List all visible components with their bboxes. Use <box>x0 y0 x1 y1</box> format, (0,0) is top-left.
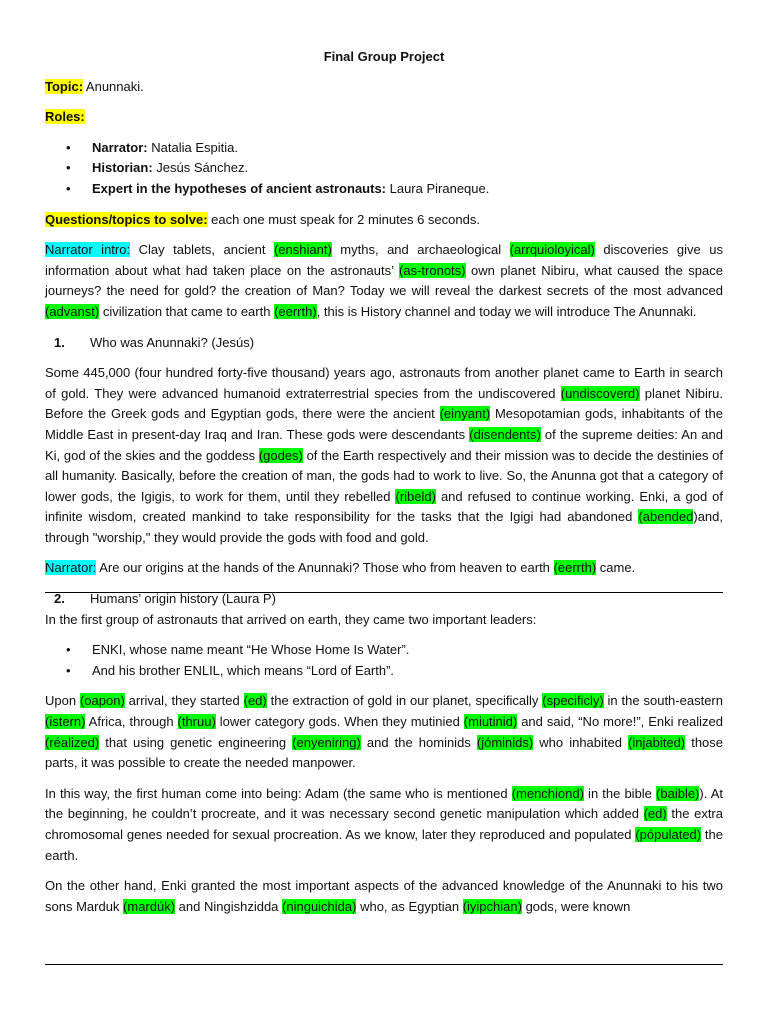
narrator-label: Narrator: <box>45 560 97 576</box>
intro-leaders: In the first group of astronauts that arrived on earth, they came two important leaders: <box>45 611 537 627</box>
narrator-intro-label: Narrator intro: <box>45 242 131 258</box>
narrator-line: Narrator: Are our origins at the hands of the Anunnaki? Those who from heaven to earth (eerrth) came. <box>45 560 636 576</box>
roles-label: Roles: <box>45 109 85 125</box>
pronunciation-note: (undiscoverd) <box>560 385 640 401</box>
pronunciation-note: (ribeld) <box>395 488 436 504</box>
topic-text: Anunnaki. <box>83 78 144 94</box>
list-item: • Expert in the hypotheses of ancient astronauts: Laura Piraneque. <box>45 179 723 200</box>
list-item: • Historian: Jesús Sánchez. <box>45 158 723 179</box>
question-1: 1. Who was Anunnaki? (Jesús) <box>54 334 255 350</box>
topic-label: Topic: <box>45 78 84 94</box>
paragraph-anunnaki: Some 445,000 (four hundred forty-five thousand) years ago, astronauts from another planet came to Earth in search of gold. They were advanced humanoid extraterrestrial species from the undiscovered (undiscoverd) planet Nibiru. Before the Greek gods and Egyptian gods, there were the ancient (einyant) Mesopotamian gods, inhabitants of the Middle East in present-day Iraq and Iran. These gods were descendants (disendents) of the supreme deities: An and Ki, god of the skies and the goddess (godes) of the Earth respectively and their mission was to decide the destinies of all humanity. Basically, before the creation of man, the gods had to work to live. So, the Anunna got that a category of lower gods, the Igigis, to work for them, until they rebelled (ribeld) and refused to continue working. Enki, a god of infinite wisdom, created mankind to take responsibility for the tasks that the Igigi had abandoned (abended)and, through "worship," they would provide the gods with food and gold. <box>45 365 724 545</box>
page-title: Final Group Project <box>323 49 445 64</box>
paragraph-enki-sons: On the other hand, Enki granted the most important aspects of the advanced knowledge of the Anunnaki to his two sons Marduk (mardúk) and Ningishzidda (ninguichida) who, as Egyptian (iyipchian) gods, were known <box>45 878 723 914</box>
questions-line: Questions/topics to solve: each one must speak for 2 minutes 6 seconds. <box>45 211 480 227</box>
pronunciation-note: (eerrth) <box>274 303 317 319</box>
section-divider <box>45 964 723 965</box>
section-divider <box>45 592 723 593</box>
list-item: • And his brother ENLIL, which means “Lord of Earth”. <box>45 661 723 682</box>
narrator-intro-paragraph: Narrator intro: Clay tablets, ancient (enshiant) myths, and archaeological (arrquioloyical) discoveries give us information about what had taken place on the astronauts’ (as-tronots) own planet Nibiru, what caused the space journeys? the need for gold? the creation of Man? Today we will reveal the darkest secrets of the most advanced (advanst) civilization that came to earth (eerrth), this is History channel and today we will introduce The Anunnaki. <box>45 242 723 319</box>
pronunciation-note: (einyant) <box>439 406 491 422</box>
list-item: • ENKI, whose name meant “He Whose Home Is Water”. <box>45 640 723 661</box>
paragraph-adam: In this way, the first human come into being: Adam (the same who is mentioned (menchiond) in the bible (baible)). At the beginning, he couldn’t procreate, and it was necessary second genetic manipulation which added (ed) the extra chromosomal genes needed for sexual procreation. As we know, later they reproduced and populated (pópulated) the earth. <box>45 785 723 863</box>
questions-label: Questions/topics to solve: <box>45 211 208 227</box>
roles-heading <box>45 107 723 128</box>
document-body <box>45 47 723 917</box>
pronunciation-note: (eerrth) <box>553 560 597 576</box>
pronunciation-note: (as-tronots) <box>399 262 466 278</box>
topic-line <box>45 77 723 98</box>
question-2: 2. Humans’ origin history (Laura P) <box>54 591 276 607</box>
pronunciation-note: (enshiant) <box>273 242 332 258</box>
paragraph-arrival: Upon (oapon) arrival, they started (ed) the extraction of gold in our planet, specifically (specificly) in the south-eastern (istern) Africa, through (thruu) lower category gods. When they mutinied (miutinid) and said, “No more!”, Enki realized (réalized) that using genetic engineering (enyeniring) and the hominids (jóminids) who inhabited (injabited) those parts, it was possible to create the needed manpower. <box>45 693 724 771</box>
pronunciation-note: (godes) <box>258 447 303 463</box>
roles-list <box>45 138 723 200</box>
pronunciation-note: (advanst) <box>45 303 100 319</box>
list-item: • Narrator: Natalia Espitia. <box>45 138 723 159</box>
pronunciation-note: (arrquioloyical) <box>509 242 595 258</box>
pronunciation-note: (abended <box>638 509 694 525</box>
pronunciation-note: (disendents) <box>469 426 541 442</box>
leaders-list <box>45 640 723 681</box>
